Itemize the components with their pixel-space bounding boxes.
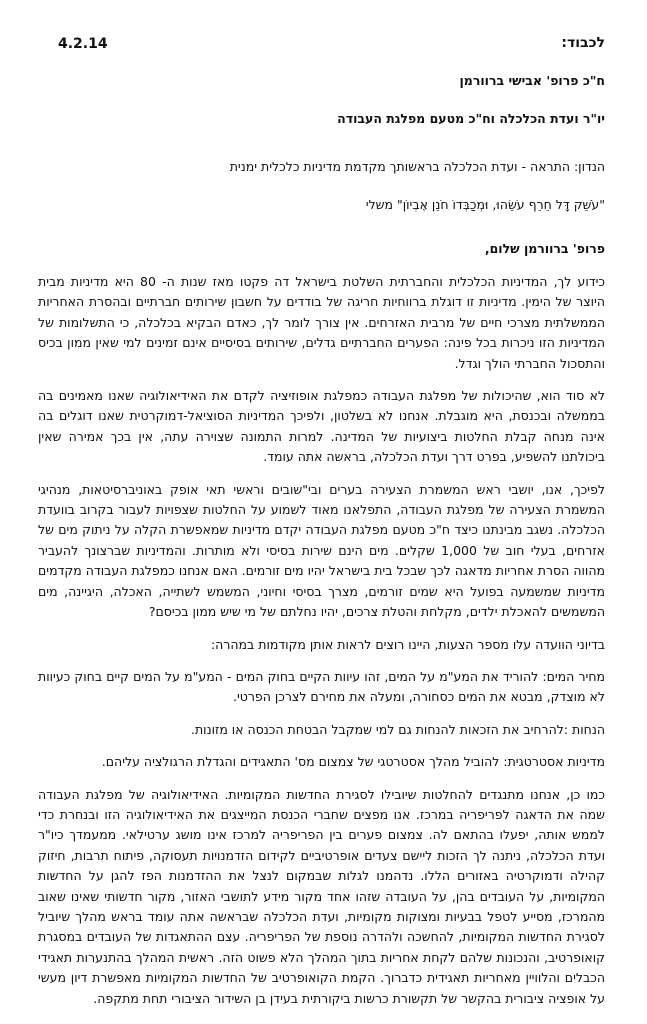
paragraph-3: לפיכך, אנו, יושבי ראש המשמרת הצעירה בערים ובי"שובים וראשי תאי אופק באוניברסיטאות, מנהיגי המשמרת הצעירה של מפלגת העבודה, התפלאנו מאוד לשמוע על החלטות שצפויות לעבור בקרוב בוועדת הכלכלה. נשגב מבינתנו כיצד ח"כ מטעם מפלגת העבודה יקדם מדיניות שמאפשרת הקלה על ניתוק מים של אזרחים, בעלי חוב של 1,000 שקלים. מים הינם שירות בסיסי ולא מותרות. והמדיניות שברצונך להעביר מהווה הסרת אחריות מדאגה לכך שבכל בית בישראל יהיו מים זורמים. האם אנחנו כמפלגת העבודה מקדמים מדיניות שמשמעה בפועל היא שמים זורמים, מצרך בסיסי וחיוני, המשמש לשתייה, האכלה, היגיינה, מים המשמשים להאכלת ילדים, מקלחת והטלת צרכים, יהיו נחלתם של מי שיש ממון בכיסם?: [38, 481, 605, 620]
letter-greeting: פרופ' ברוורמן שלום,: [484, 241, 605, 256]
proposals-intro: בדיוני הוועדה עלו מספר הצעות, היינו רוצים לראות אותן מקודמות במהרה:: [210, 636, 605, 652]
letter-date: 4.2.14: [58, 36, 108, 52]
proposal-water-price: מחיר המים: להוריד את המע"מ על המים, זהו עיוות הקיים בחוק המים - המע"מ על המים קיים בחוק כעיוות לא מוצדק, מבטא את המים כסחורה, ומעלה את מחירם לצרכן הפרטי.: [38, 668, 605, 705]
recipient-name: ח"כ פרופ' אבישי ברוורמן: [459, 73, 605, 88]
letter-body: [38, 34, 605, 1009]
recipient-title: יו"ר ועדת הכלכלה וח"כ מטעם מפלגת העבודה: [337, 111, 605, 126]
proposal-strategy: מדיניות אסטרטגית: להוביל מהלך אסטרטגי של צמצום מס' התאגידים והגדלת הרגולציה עליהם.: [101, 754, 605, 770]
recipient-to: לכבוד:: [561, 35, 605, 51]
paragraph-1: כידוע לך, המדיניות הכלכלית והחברתית השלטת בישראל דה פקטו מאז שנות ה- 80 היא מדיניות מבית היוצר של הימין. מדיניות זו דוגלת ברווחיות חריגה של בודדים על חשבון שירותים חברתיים ובהסרת האחריות הממשלתית מצרכי חיים של מרבית האזרחים. אין צורך לומר לך, כאדם הבקיא בכלכלה, כי התשלומות של המדיניות הזו ניכרות בכל פינה: הפערים החברתיים גדלים, שירותים בסיסיים אינם זמינים למי שאין ממון בכיס והתסכול החברתי הולך וגדל.: [38, 274, 605, 371]
letter-subject: הנדון: התראה - ועדת הכלכלה בראשותך מקדמת מדיניות כלכלית ימנית: [229, 159, 605, 174]
closing-paragraph: כמו כן, אנחנו מתנגדים להחלטות שיובילו לסגירת החדשות המקומיות. האידיאולוגיה של מפלגת העבודה שמה את הדאגה לפריפריה במרכז. אנו מפצים שחברי הכנסת המייצגים את האידיאולוגיה הזו ובנחרת כדי לממש אותה, יפעלו בהתאם לה. צמצום פערים בין הפריפריה למרכז אינו מושג ערטילאי. ממעמדך כיו"ר ועדת הכלכלה, ניתנה לך הזכות ליישם צעדים אופרטיביים לקידום הזדמנויות תעסוקה, פיתוח תרבות, חיזוק קהילה ודמוקרטיה באזורים הללו. נדהמנו לגלות שבמקום לנצל את ההזדמנות הפז להגן על החדשות המקומיות, על העובדים בהן, על העובדה שזהו אחד מקור מידע לתושבי האזור, מקור חדשותי שאינו שאוב מהמרכז, מסייע לטפל בבעיות ומצוקות מקומיות, ועדת הכלכלה שבראשה אתה עומד בראש מהלך שיוביל לסגירת החדשות המקומיות, להחשכה ולהדרה נוספת של הפריפריה. עצם ההתאגדות של העובדים במסגרת קואופרטיב, והנכונות שלהם לקחת אחריות בתוך המהלך הלא פשוט הזה. ראשית המהלך בהתנערות תאגידי הכבלים והלוויין מאחריות תאגידית כדברוך. הקמת הקואופרטיב של החדשות המקומיות מאפשרת דיון מעשי על אופציה ציבורית בהקשר של תקשורת כרשות ביקורתית בעידן בן השידור הציבורי תחת מתקפה.: [38, 786, 605, 1006]
letter-quote: "עֹשֵׁק דָּל חֵרֵף עֹשֵׂהוּ, וּמְכַבְּדוֹ חֹנֵן אֶבְיוֹן" משלי: [365, 197, 605, 212]
paragraph-2: לא סוד הוא, שהיכולות של מפלגת העבודה כמפלגת אופוזיציה לקדם את האידיאולוגיה שאנו מאמינים בה בממשלה ובכנסת, היא מוגבלת. אנחנו לא בשלטון, ולפיכך המדיניות הסוציאל-דמוקרטית שאנו דוגלים בה אינה מנחה קבלת החלטות ביצועיות של המדינה. למרות התמונה שצוירה עתה, אין בכך אמירה שאין ביכולתנו להשפיע, בפרט דרך ועדת הכלכלה, בראשה אתה עומד.: [38, 388, 605, 465]
proposal-discounts: הנחות :להרחיב את הזכאות להנחות גם למי שמקבל הבטחת הכנסה או מזונות.: [190, 721, 605, 737]
